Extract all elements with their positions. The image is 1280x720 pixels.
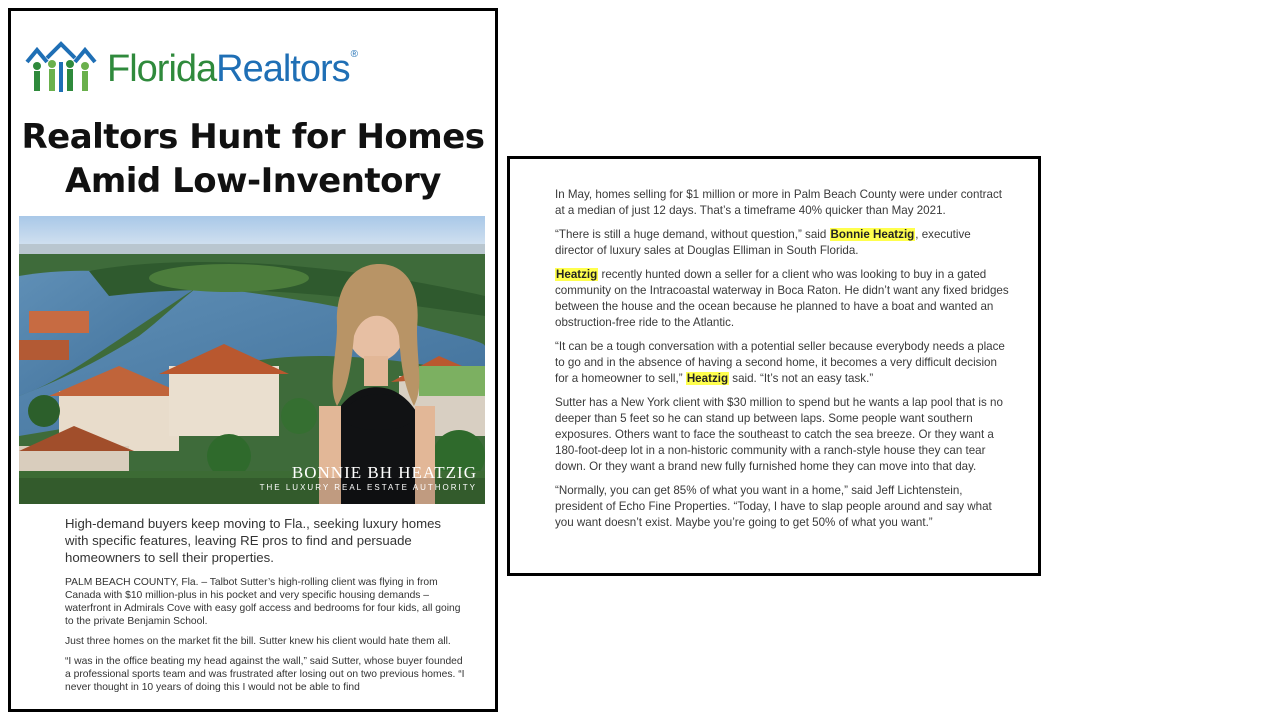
headline-line-2: Amid Low-Inventory — [65, 161, 441, 201]
logo-wordmark — [107, 50, 357, 88]
headline-line-1: Realtors Hunt for Homes — [21, 117, 485, 157]
article-paragraph — [555, 267, 1011, 331]
logo-word-realtors: Realtors — [216, 48, 350, 90]
caption-tagline: THE LUXURY REAL ESTATE AUTHORITY — [259, 483, 477, 492]
highlighted-name: Heatzig — [686, 372, 729, 385]
article-page-left — [8, 8, 498, 712]
florida-realtors-logo — [25, 37, 357, 101]
photo-caption — [260, 463, 477, 492]
registered-mark: ® — [350, 49, 358, 60]
text-run: , executive director of luxury sales at Douglas Elliman in South Florida. — [555, 228, 971, 257]
photo-illustration — [19, 216, 485, 504]
logo-word-florida: Florida — [107, 48, 217, 90]
article-paragraph: “I was in the office beating my head against the wall,” said Sutter, whose buyer founded a professional sports team and was frustrated after losing out on two previous homes. “I never thought in 10 years of doing this I would not be able to find — [65, 656, 465, 693]
text-run: recently hunted down a seller for a client who was looking to buy in a gated community on the Intracoastal waterway in Boca Raton. He didn’t want any fixed bridges between the house and the ocean because he planned to have a boat and wanted an obstruction-free ride to the Atlantic. — [555, 268, 1009, 329]
text-run: said. “It’s not an easy task.” — [729, 372, 874, 385]
article-headline — [11, 115, 495, 203]
article-paragraph — [555, 227, 1011, 259]
caption-name: BONNIE BH HEATZIG — [291, 463, 477, 482]
article-dek: High-demand buyers keep moving to Fla., seeking luxury homes with specific features, leaving RE pros to find and persuade homeowners to sell their properties. — [65, 516, 442, 565]
article-paragraph — [555, 339, 1011, 387]
text-run: “There is still a huge demand, without question,” said — [555, 228, 830, 241]
highlighted-name: Bonnie Heatzig — [830, 228, 915, 241]
article-body-left — [65, 515, 465, 701]
text-run: “It can be a tough conversation with a potential seller because everybody needs a place to go and in the absence of having a second home, it becomes a very difficult decision for a homeowner to sell,” — [555, 340, 1005, 385]
houses-and-people-logo-icon — [25, 40, 97, 98]
article-paragraph: Sutter has a New York client with $30 million to spend but he wants a lap pool that is no deeper than 5 feet so he can stand up between laps. Some people want southern exposures. Others want to face the southeast to catch the sea breeze. Or they want a 180-foot-deep lot in a non-historic community with a ranch-style house they can tear down. Or they want a brand new fully furnished home they can move into that day. — [555, 396, 1003, 473]
article-paragraph: Just three homes on the market fit the bill. Sutter knew his client would hate them all. — [65, 636, 451, 647]
highlighted-name: Heatzig — [556, 268, 598, 281]
article-paragraph: In May, homes selling for $1 million or more in Palm Beach County were under contract at a median of just 12 days. That’s a timeframe 40% quicker than May 2021. — [555, 188, 1002, 217]
waterfront-aerial-photo — [19, 216, 485, 504]
article-paragraph: PALM BEACH COUNTY, Fla. – Talbot Sutter’s high-rolling client was flying in from Canada with $10 million-plus in his pocket and very specific housing demands – waterfront in Admirals Cove with easy golf access and bedrooms for four kids, all going to the private Benjamin School. — [65, 577, 461, 627]
article-paragraph: “Normally, you can get 85% of what you want in a home,” said Jeff Lichtenstein, president of Echo Fine Properties. “Today, I have to slap people around and say what you want doesn’t exist. Maybe you’re going to get 50% of what you want.” — [555, 484, 992, 529]
article-page-right — [507, 156, 1041, 576]
article-body-right — [555, 187, 1011, 539]
